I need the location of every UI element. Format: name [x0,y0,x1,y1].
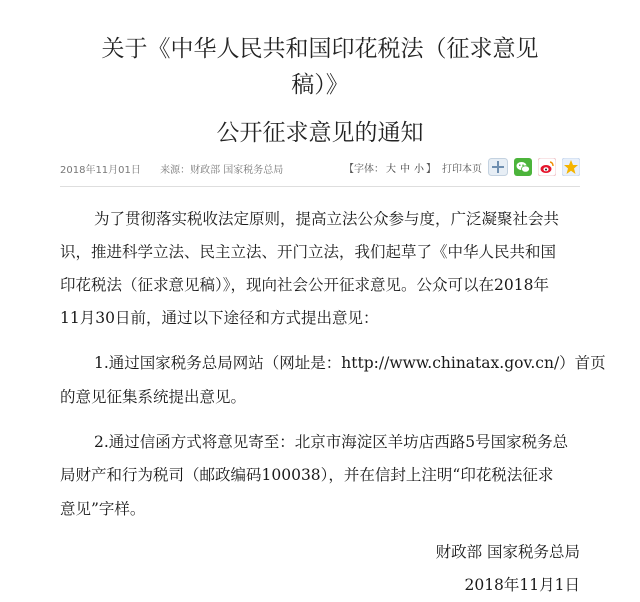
title-line-1: 关于《中华人民共和国印花税法（征求意见 [101,36,539,62]
signature-org: 财政部 国家税务总局 [435,543,580,561]
print-page-link[interactable]: 打印本页 [442,163,482,175]
meta-tools [344,156,580,178]
item-1-line-1: 1.通过国家税务总局网站（网址是：http://www.chinatax.gov.cn/）首页 [94,354,606,372]
source-value: 财政部 国家税务总局 [190,165,284,176]
paragraph-intro-line-2: 识，推进科学立法、民主立法、开门立法，我们起草了《中华人民共和国 [60,243,557,261]
wechat-icon[interactable] [514,158,532,176]
weibo-icon[interactable] [538,158,556,176]
publish-date: 2018年11月01日 [60,165,141,176]
meta-bar [60,150,580,187]
item-2-line-3: 意见”字样。 [60,500,146,518]
signature-date: 2018年11月1日 [464,576,580,594]
paragraph-intro-line-4: 11月30日前，通过以下途径和方式提出意见： [60,309,379,327]
font-size-small-link[interactable]: 小 [414,163,424,175]
item-2-line-2: 局财产和行为税司（邮政编码100038），并在信封上注明“印花税法征求 [60,466,554,484]
paragraph-intro-line-1: 为了贯彻落实税收法定原则，提高立法公众参与度，广泛凝聚社会共 [94,210,560,228]
meta-info [60,161,283,176]
item-1-line-2: 的意见征集系统提出意见。 [60,388,247,406]
font-size-label: 【字体： [344,163,384,175]
qzone-icon[interactable] [562,158,580,176]
font-size-bracket-close: 】 [426,163,436,175]
font-size-medium-link[interactable]: 中 [400,163,410,175]
share-plus-icon[interactable] [488,158,508,176]
font-size-large-link[interactable]: 大 [386,163,396,175]
item-2-line-1: 2.通过信函方式将意见寄至：北京市海淀区羊坊店西路5号国家税务总 [94,433,569,451]
title-line-3: 公开征求意见的通知 [216,120,424,146]
source-label: 来源： [160,165,191,176]
paragraph-intro-line-3: 印花税法（征求意见稿）》，现向社会公开征求意见。公众可以在2018年 [60,276,549,294]
title-line-2: 稿）》 [291,72,349,98]
